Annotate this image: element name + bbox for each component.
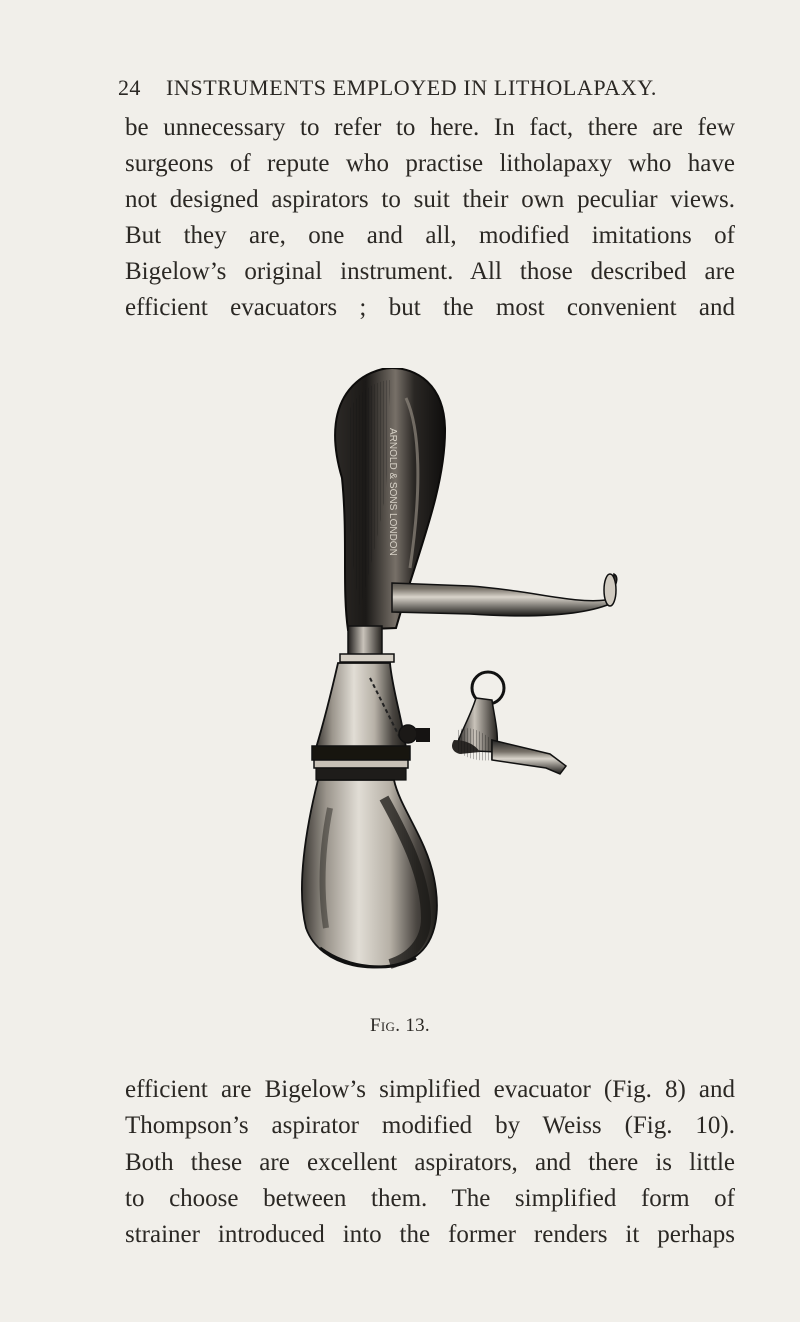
text-line: strainer introduced into the former renders it perhaps (125, 1221, 735, 1249)
paragraph-bottom (125, 1072, 735, 1253)
paragraph-top (125, 110, 735, 326)
text-line: efficient are Bigelow’s simplified evacuator (Fig. 8) and (125, 1076, 735, 1103)
text-line: not designed aspirators to suit their own peculiar views. (125, 186, 735, 213)
lower-tube (492, 740, 566, 774)
text-line: to choose between them. The simplified form of (125, 1184, 735, 1212)
running-head (118, 75, 718, 105)
text-line: be unnecessary to refer to here. In fact, there are few (125, 114, 735, 141)
bulb-inscription: ARNOLD & SONS LONDON (387, 428, 398, 556)
running-head-title: INSTRUMENTS EMPLOYED IN LITHOLAPAXY. (166, 75, 657, 100)
text-line: But they are, one and all, modified imitations of (125, 222, 735, 249)
text-line: efficient evacuators ; but the most convenient and (125, 294, 735, 321)
glass-funnel (316, 663, 406, 748)
text-line: Both these are excellent aspirators, and there is little (125, 1148, 735, 1176)
page-number: 24 (118, 75, 141, 100)
text-line: Bigelow’s original instrument. All those described are (125, 258, 735, 285)
upper-tube (392, 574, 617, 616)
text-line: surgeons of repute who practise litholapaxy who have (125, 150, 735, 177)
figure-caption: Fig. 13. (370, 1015, 430, 1036)
text-line: Thompson’s aspirator modified by Weiss (Fig. 10). (125, 1112, 735, 1140)
aspirator-illustration (230, 368, 630, 978)
